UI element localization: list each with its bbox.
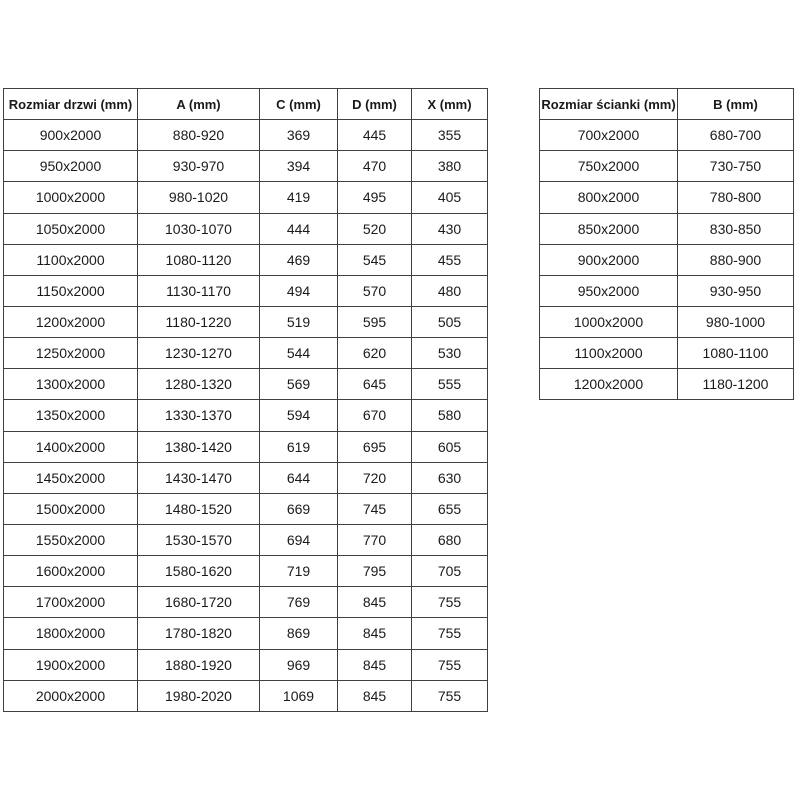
table-cell: 1900x2000 [4,649,138,680]
table-cell: 2000x2000 [4,680,138,711]
table-cell: 1180-1220 [138,306,260,337]
table-cell: 750x2000 [540,151,678,182]
table-cell: 1030-1070 [138,213,260,244]
table-cell: 1130-1170 [138,275,260,306]
table-cell: 394 [260,151,338,182]
table-cell: 1430-1470 [138,462,260,493]
table-cell: 1230-1270 [138,338,260,369]
table-cell: 705 [412,556,488,587]
table-cell: 1069 [260,680,338,711]
table-cell: 1980-2020 [138,680,260,711]
table-cell: 545 [338,244,412,275]
table-cell: 980-1020 [138,182,260,213]
table-cell: 800x2000 [540,182,678,213]
table-cell: 455 [412,244,488,275]
table-cell: 1150x2000 [4,275,138,306]
table-row [540,182,794,213]
table-cell: 1180-1200 [678,369,794,400]
table-cell: 930-970 [138,151,260,182]
table-cell: 1350x2000 [4,400,138,431]
table-row [4,244,488,275]
table-cell: 569 [260,369,338,400]
door-table-header [4,89,488,120]
table-cell: 620 [338,338,412,369]
column-header-a: A (mm) [138,89,260,120]
table-cell: 555 [412,369,488,400]
table-cell: 1200x2000 [540,369,678,400]
table-cell: 655 [412,493,488,524]
table-row [4,338,488,369]
table-cell: 419 [260,182,338,213]
table-cell: 1550x2000 [4,524,138,555]
table-cell: 580 [412,400,488,431]
table-row [540,151,794,182]
table-cell: 1200x2000 [4,306,138,337]
table-cell: 1050x2000 [4,213,138,244]
table-cell: 594 [260,400,338,431]
table-cell: 980-1000 [678,306,794,337]
table-cell: 444 [260,213,338,244]
table-cell: 700x2000 [540,120,678,151]
table-cell: 1880-1920 [138,649,260,680]
table-cell: 1100x2000 [540,338,678,369]
table-cell: 720 [338,462,412,493]
header-row [540,89,794,120]
table-cell: 950x2000 [4,151,138,182]
table-row [4,400,488,431]
table-cell: 405 [412,182,488,213]
table-row [540,306,794,337]
table-cell: 930-950 [678,275,794,306]
table-cell: 845 [338,587,412,618]
table-cell: 745 [338,493,412,524]
table-row [540,120,794,151]
table-row [4,369,488,400]
table-cell: 544 [260,338,338,369]
table-cell: 480 [412,275,488,306]
table-cell: 1600x2000 [4,556,138,587]
table-row [4,182,488,213]
table-cell: 1000x2000 [4,182,138,213]
column-header-rozmiar-scianki: Rozmiar ścianki (mm) [540,89,678,120]
table-cell: 645 [338,369,412,400]
table-cell: 570 [338,275,412,306]
table-cell: 519 [260,306,338,337]
table-cell: 719 [260,556,338,587]
wall-table-body [540,120,794,400]
table-cell: 755 [412,680,488,711]
table-cell: 1080-1120 [138,244,260,275]
column-header-d: D (mm) [338,89,412,120]
table-cell: 755 [412,587,488,618]
table-cell: 680 [412,524,488,555]
door-table-body [4,120,488,712]
table-row [4,431,488,462]
table-cell: 1300x2000 [4,369,138,400]
table-cell: 520 [338,213,412,244]
table-row [4,275,488,306]
table-cell: 680-700 [678,120,794,151]
table-row [540,213,794,244]
table-cell: 470 [338,151,412,182]
table-cell: 530 [412,338,488,369]
table-cell: 695 [338,431,412,462]
column-header-x: X (mm) [412,89,488,120]
table-cell: 830-850 [678,213,794,244]
table-cell: 644 [260,462,338,493]
table-cell: 1800x2000 [4,618,138,649]
table-cell: 769 [260,587,338,618]
table-cell: 669 [260,493,338,524]
table-cell: 1680-1720 [138,587,260,618]
table-row [4,213,488,244]
table-row [4,462,488,493]
table-row [540,244,794,275]
table-cell: 1500x2000 [4,493,138,524]
table-cell: 1780-1820 [138,618,260,649]
table-row [4,306,488,337]
table-cell: 469 [260,244,338,275]
table-cell: 869 [260,618,338,649]
table-cell: 850x2000 [540,213,678,244]
table-cell: 605 [412,431,488,462]
table-row [540,338,794,369]
header-row [4,89,488,120]
table-cell: 845 [338,680,412,711]
table-cell: 595 [338,306,412,337]
table-cell: 1080-1100 [678,338,794,369]
table-cell: 900x2000 [4,120,138,151]
table-cell: 495 [338,182,412,213]
column-header-rozmiar-drzwi: Rozmiar drzwi (mm) [4,89,138,120]
table-row [540,275,794,306]
table-row [4,556,488,587]
table-cell: 1450x2000 [4,462,138,493]
table-cell: 730-750 [678,151,794,182]
table-row [4,524,488,555]
table-cell: 619 [260,431,338,462]
table-cell: 770 [338,524,412,555]
table-cell: 755 [412,618,488,649]
table-row [4,493,488,524]
table-cell: 1000x2000 [540,306,678,337]
table-cell: 1400x2000 [4,431,138,462]
table-cell: 1580-1620 [138,556,260,587]
table-cell: 670 [338,400,412,431]
table-cell: 369 [260,120,338,151]
wall-size-table [539,88,794,400]
table-cell: 445 [338,120,412,151]
table-cell: 969 [260,649,338,680]
table-row [4,151,488,182]
table-cell: 795 [338,556,412,587]
column-header-b: B (mm) [678,89,794,120]
table-cell: 1330-1370 [138,400,260,431]
wall-table-header [540,89,794,120]
table-cell: 1380-1420 [138,431,260,462]
table-cell: 780-800 [678,182,794,213]
table-cell: 880-920 [138,120,260,151]
table-cell: 494 [260,275,338,306]
door-size-table [3,88,488,712]
table-row [4,120,488,151]
table-row [4,649,488,680]
table-cell: 880-900 [678,244,794,275]
table-cell: 845 [338,649,412,680]
table-cell: 845 [338,618,412,649]
table-cell: 1700x2000 [4,587,138,618]
table-row [4,680,488,711]
table-cell: 694 [260,524,338,555]
column-header-c: C (mm) [260,89,338,120]
table-cell: 1530-1570 [138,524,260,555]
table-row [4,618,488,649]
table-cell: 630 [412,462,488,493]
table-cell: 1280-1320 [138,369,260,400]
table-cell: 1100x2000 [4,244,138,275]
table-cell: 900x2000 [540,244,678,275]
table-row [540,369,794,400]
table-cell: 1480-1520 [138,493,260,524]
table-cell: 430 [412,213,488,244]
table-cell: 505 [412,306,488,337]
table-row [4,587,488,618]
table-cell: 1250x2000 [4,338,138,369]
table-cell: 380 [412,151,488,182]
table-cell: 755 [412,649,488,680]
table-cell: 950x2000 [540,275,678,306]
table-cell: 355 [412,120,488,151]
